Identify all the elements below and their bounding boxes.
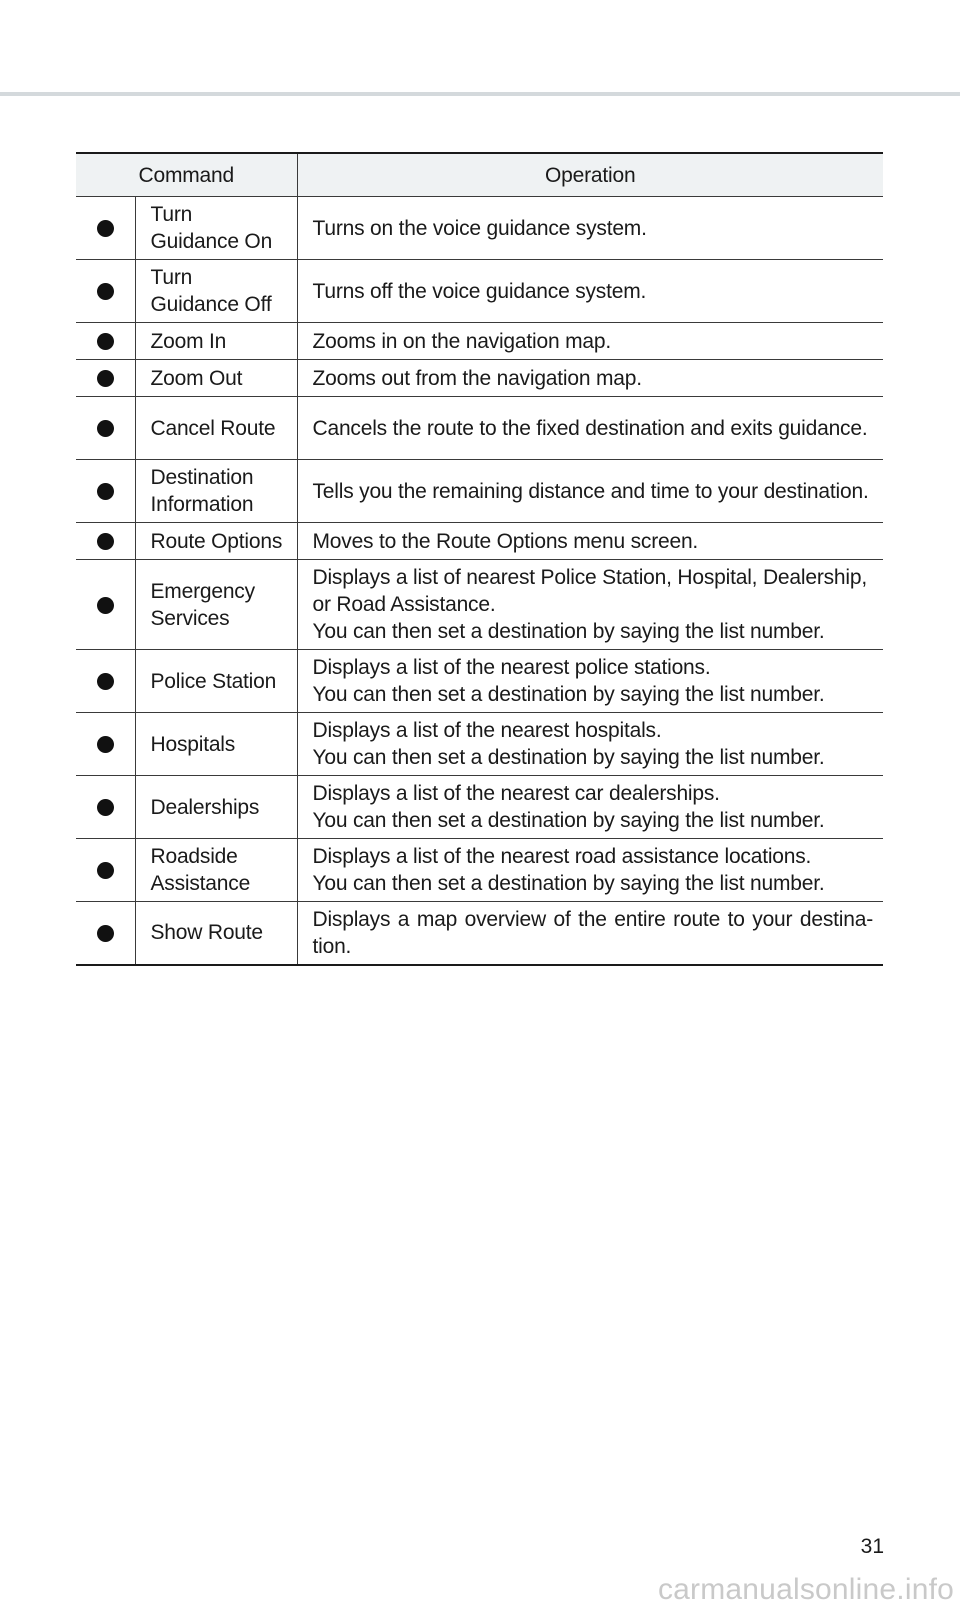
operation-cell [297, 360, 883, 397]
operation-text: Displays a list of the nearest hospitals. [312, 719, 662, 742]
command-text: Route Options [150, 529, 283, 553]
bullet-cell [76, 560, 135, 650]
command-cell [135, 560, 297, 650]
command-cell [135, 360, 297, 397]
command-text: Cancel Route [150, 416, 276, 440]
header-operation: Operation [297, 153, 883, 197]
command-cell [135, 260, 297, 323]
bullet-cell [76, 776, 135, 839]
bullet-icon [97, 483, 114, 500]
command-text: Show Route [150, 921, 263, 945]
bullet-icon [97, 925, 114, 942]
bullet-icon [97, 283, 114, 300]
table-row [76, 460, 883, 523]
operation-cell [297, 323, 883, 360]
bullet-cell [76, 713, 135, 776]
table-row [76, 260, 883, 323]
command-text: Zoom Out [150, 366, 243, 390]
table-row [76, 360, 883, 397]
table-row [76, 560, 883, 650]
command-text: Turn [150, 266, 193, 289]
operation-text: Moves to the Route Options menu screen. [312, 529, 699, 553]
operation-text: Displays a list of nearest Police Station, Hospital, Dealership, [312, 566, 867, 589]
operation-cell [297, 902, 883, 965]
command-text: Zoom In [150, 329, 227, 353]
command-text: Roadside [150, 845, 238, 868]
command-text: Guidance On [150, 230, 273, 253]
table-row [76, 323, 883, 360]
operation-cell [297, 776, 883, 839]
command-cell [135, 523, 297, 560]
bullet-icon [97, 736, 114, 753]
command-cell [135, 197, 297, 260]
table-row [76, 839, 883, 902]
table-row [76, 523, 883, 560]
bullet-icon [97, 597, 114, 614]
command-cell [135, 839, 297, 902]
table-body [76, 197, 883, 965]
command-text: Assistance [150, 872, 251, 895]
voice-command-table [76, 152, 883, 966]
bullet-cell [76, 360, 135, 397]
operation-text: You can then set a destination by saying the list number. [312, 620, 825, 643]
command-text: Information [150, 493, 254, 516]
watermark: carmanualsonline.info [657, 1573, 954, 1606]
command-text: Emergency [150, 579, 255, 603]
operation-cell [297, 839, 883, 902]
operation-text: You can then set a destination by saying the list number. [312, 683, 825, 706]
command-cell [135, 650, 297, 713]
bullet-icon [97, 220, 114, 237]
operation-text: Turns on the voice guidance system. [312, 216, 647, 240]
command-text: Destination [150, 466, 254, 489]
operation-cell [297, 560, 883, 650]
table-row [76, 713, 883, 776]
bullet-icon [97, 370, 114, 387]
bullet-cell [76, 460, 135, 523]
command-text: Dealerships [150, 795, 260, 819]
bullet-cell [76, 197, 135, 260]
bullet-cell [76, 839, 135, 902]
operation-text: Cancels the route to the fixed destination and exits guidance. [312, 416, 868, 440]
command-cell [135, 713, 297, 776]
operation-text: Displays a list of the nearest car dealerships. [312, 782, 720, 805]
operation-text: Zooms in on the navigation map. [312, 329, 611, 353]
command-cell [135, 902, 297, 965]
operation-text: Displays a list of the nearest road assistance locations. [312, 845, 812, 868]
command-cell [135, 397, 297, 460]
bullet-cell [76, 397, 135, 460]
table-row [76, 650, 883, 713]
operation-cell [297, 260, 883, 323]
operation-text: You can then set a destination by saying the list number. [312, 872, 825, 895]
command-text: Police Station [150, 669, 277, 693]
bullet-icon [97, 533, 114, 550]
command-cell [135, 460, 297, 523]
operation-cell [297, 650, 883, 713]
operation-text: Tells you the remaining distance and time to your destination. [312, 479, 869, 503]
operation-text: Displays a list of the nearest police stations. [312, 656, 711, 679]
table-row [76, 902, 883, 965]
header-rule [0, 92, 960, 96]
operation-cell [297, 460, 883, 523]
bullet-icon [97, 799, 114, 816]
table-row [76, 197, 883, 260]
command-text: Services [150, 606, 230, 630]
operation-text: Turns off the voice guidance system. [312, 279, 647, 303]
operation-text: Displays a map overview of the entire route to your destina- [312, 907, 873, 931]
bullet-icon [97, 862, 114, 879]
command-text: Guidance Off [150, 293, 272, 316]
table-row [76, 776, 883, 839]
operation-cell [297, 397, 883, 460]
bullet-cell [76, 523, 135, 560]
header-command: Command [76, 153, 297, 197]
operation-cell [297, 713, 883, 776]
operation-text: or Road Assistance. [312, 593, 496, 616]
operation-text: You can then set a destination by saying the list number. [312, 809, 825, 832]
command-cell [135, 776, 297, 839]
operation-text: tion. [312, 934, 352, 958]
bullet-cell [76, 260, 135, 323]
table-row [76, 397, 883, 460]
bullet-icon [97, 673, 114, 690]
bullet-icon [97, 333, 114, 350]
bullet-cell [76, 323, 135, 360]
operation-cell [297, 523, 883, 560]
bullet-cell [76, 650, 135, 713]
bullet-icon [97, 420, 114, 437]
operation-text: Zooms out from the navigation map. [312, 366, 642, 390]
operation-text: You can then set a destination by saying the list number. [312, 746, 825, 769]
operation-cell [297, 197, 883, 260]
command-text: Hospitals [150, 732, 236, 756]
bullet-cell [76, 902, 135, 965]
table-header-row [76, 153, 883, 197]
command-text: Turn [150, 203, 193, 226]
command-cell [135, 323, 297, 360]
page-number: 31 [860, 1535, 884, 1558]
